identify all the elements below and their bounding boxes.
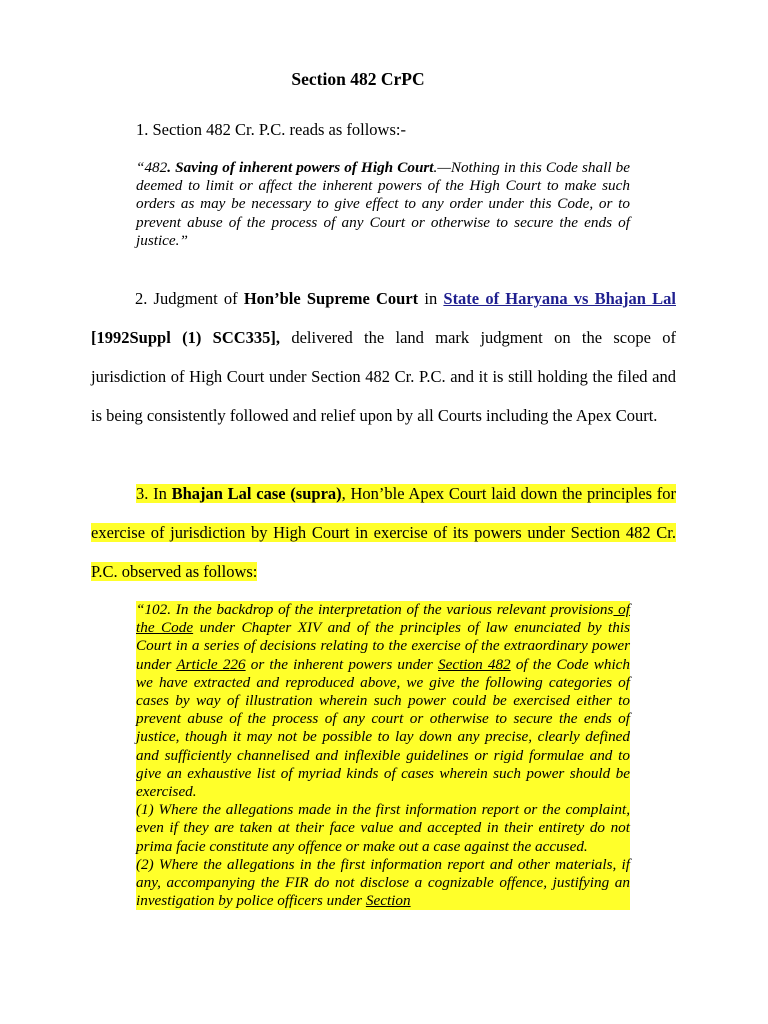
paragraph-2-lead: 2. Judgment of — [135, 289, 244, 308]
paragraph-3-in: In — [148, 484, 172, 503]
statute-body: .—Nothing in this Code shall be deemed to limit or affect the inherent powers of the High Court to make such orders as may be necessary to give effect to any order under this Code, or to prevent abuse of the process of any Court or otherwise to secure the ends of justice.” — [136, 159, 630, 249]
paragraph-3-rest: , Hon’ble Apex Court laid down the principles for exercise of jurisdiction by High Court in exercise of its powers under Section 482 Cr. P.C. observed as follows: — [91, 484, 676, 581]
link-of-the-code[interactable]: of the Code — [136, 601, 630, 637]
para-102-text-d: of the Code which we have extracted and reproduced above, we give the following categories of cases by way of illustration wherein such power could be exercised either to prevent abuse of the process of any court or otherwise to secure the ends of justice, though it may not be possible to lay down any precise, clearly defined and sufficiently channelised and inflexible guidelines or rigid formulae and to give an exhaustive list of myriad kinds of cases wherein such power should be exercised. — [136, 655, 631, 801]
paragraph-2 — [91, 279, 676, 435]
case-link-bhajan-lal[interactable]: State of Haryana vs Bhajan Lal — [443, 289, 676, 308]
paragraph-3-number: 3. — [136, 484, 149, 503]
court-name: Hon’ble Supreme Court — [243, 289, 419, 308]
para-102-text-a: “102. In the backdrop of the interpretation of the various relevant provisions — [136, 601, 614, 618]
judgment-item-1: (1) Where the allegations made in the first information report or the complaint, even if they are taken at their face value and accepted in their entirety do not prima facie constitute any offence or make out a case against the accused. — [136, 801, 630, 855]
link-section[interactable]: Section — [365, 892, 411, 910]
paragraph-3 — [91, 474, 676, 591]
paragraph-2-rest: delivered the land mark judgment on the scope of jurisdiction of High Court under Section 482 Cr. P.C. and it is still holding the filed and is being consistently followed and relief upon by all Courts including the Apex Court. — [91, 328, 676, 425]
para-102-text-c: or the inherent powers under — [245, 655, 438, 673]
statute-quote — [136, 159, 630, 250]
link-section-482[interactable]: Section 482 — [438, 655, 511, 673]
para-102-text-b: under Chapter XIV and of the principles of law enunciated by this Court in a series of decisions relating to the exercise of the extraordinary power under — [136, 619, 631, 673]
page-title: Section 482 CrPC — [291, 69, 425, 89]
case-name: Bhajan Lal case (supra) — [171, 484, 342, 503]
paragraph-1-text: Section 482 Cr. P.C. reads as follows:- — [152, 120, 406, 139]
paragraph-1-number: 1. — [136, 120, 149, 139]
statute-heading: . Saving of inherent powers of High Court — [167, 159, 434, 176]
statute-quote-open: “482 — [136, 159, 168, 176]
paragraph-2-in: in — [418, 289, 444, 308]
paragraph-1 — [136, 119, 406, 141]
judgment-para-102 — [136, 601, 630, 801]
judgment-quote — [136, 601, 630, 910]
link-article-226[interactable]: Article 226 — [176, 655, 246, 673]
case-citation: [1992Suppl (1) SCC335], — [91, 328, 281, 347]
judgment-item-2 — [136, 856, 630, 911]
item-2-text: (2) Where the allegations in the first information report and other materials, if any, accompanying the FIR do not disclose a cognizable offence, justifying an investigation by police officers under — [136, 855, 630, 910]
